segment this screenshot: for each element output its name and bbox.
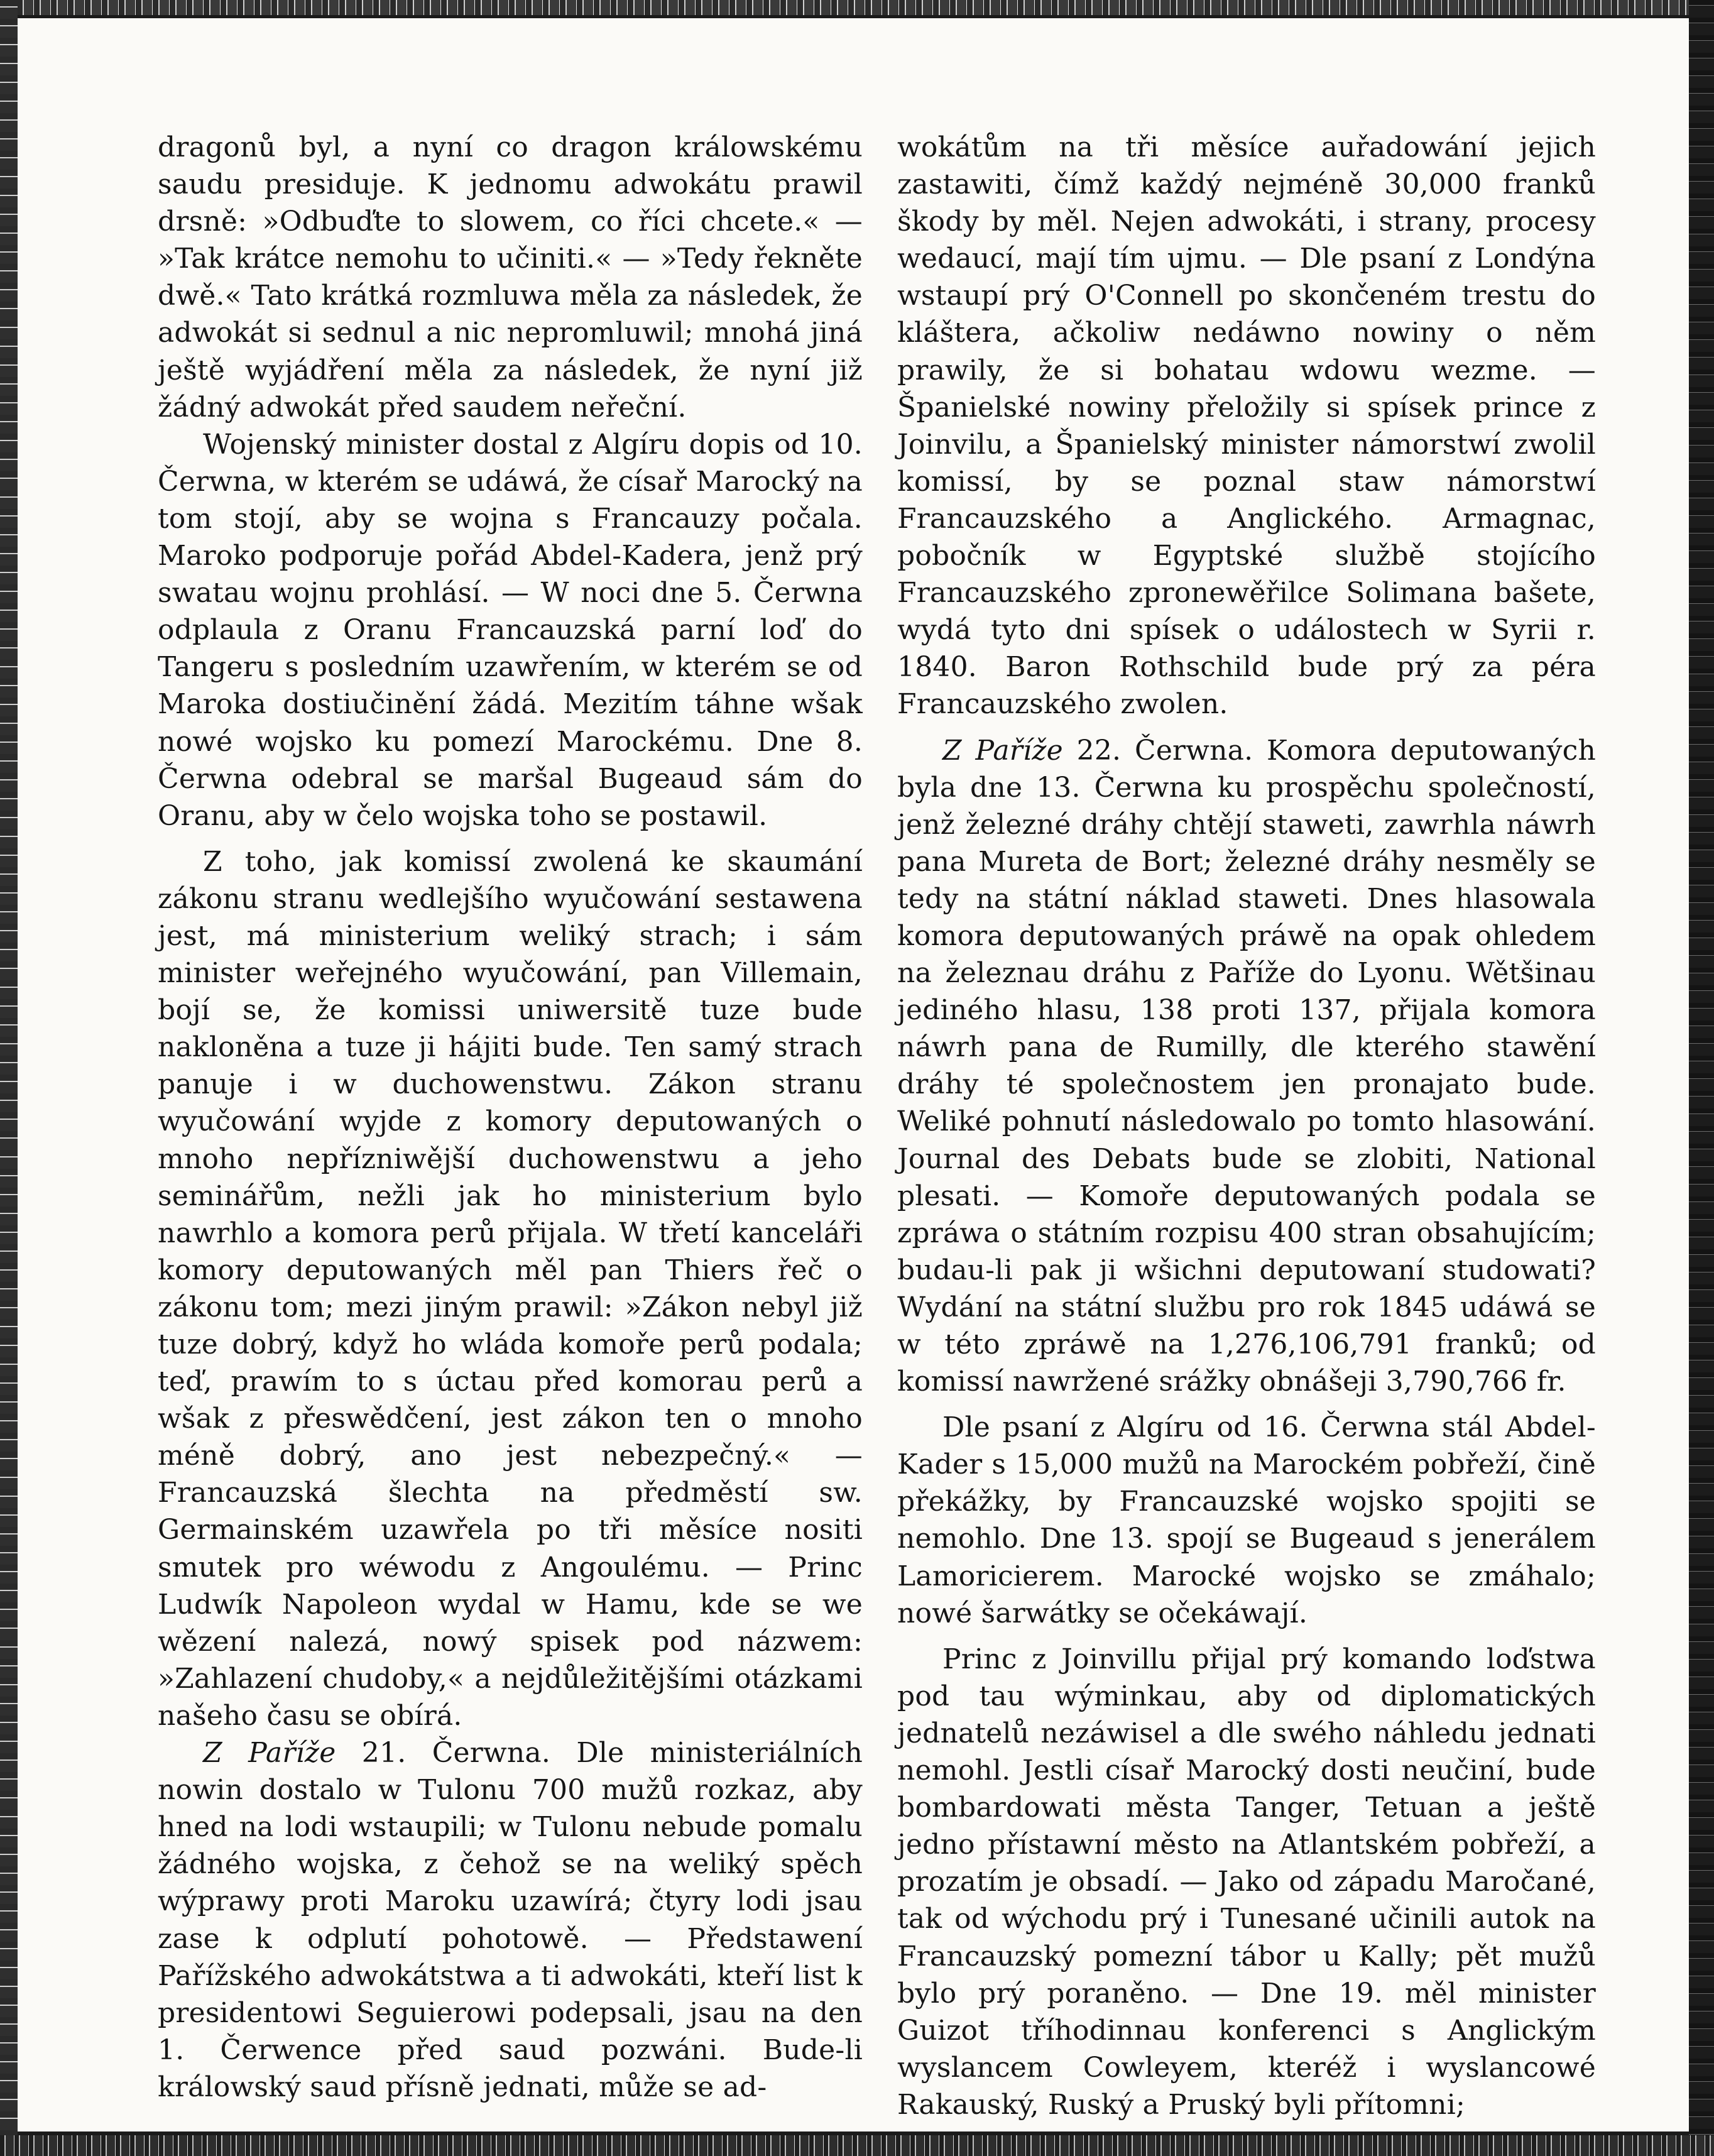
left-column — [158, 129, 863, 2106]
right-paragraph-2-text: 22. Čerwna. Komora deputowaných byla dne 13. Čerwna ku prospěchu společností, jenž železné dráhy chtějí staweti, zawrhla náwrh pana Mureta de Bort; železné dráhy nesměly se tedy na státní náklad staweti. Dnes hlasowala komora deputowaných práwě na opak ohledem na železnau dráhu z Paříže do Lyonu. Wětšinau jediného hlasu, 138 proti 137, přijala komora náwrh pana de Rumilly, dle kterého stawění dráhy té společnostem jen pronajato bude. Weliké pohnutí následowalo po tomto hlasowání. Journal des Debats bude se zlobiti, National plesati. — Komoře deputowaných podala se zpráwa o státním rozpisu 400 stran obsahujícím; budau-li pak ji wšichni deputowaní studowati? Wydání na státní službu pro rok 1845 udáwá se w této zpráwě na 1,276,106,791 franků; od komissí nawržené srážky obnášeji 3,790,766 fr. — [897, 734, 1596, 1398]
right-paragraph-3: Dle psaní z Algíru od 16. Čerwna stál Abdel-Kader s 15,000 mužů na Marockém pobřeží, čině překážky, by Francauzské wojsko spojiti se nemohlo. Dne 13. spojí se Bugeaud s jenerálem Lamoricierem. Marocké wojsko se zmáhalo; nowé šarwátky se očekáwají. — [897, 1411, 1596, 1629]
scan-border-left — [0, 0, 18, 2156]
dateline-place: Z Paříže — [203, 1737, 336, 1770]
scan-border-bottom — [0, 2135, 1714, 2156]
right-paragraph-1: wokátům na tři měsíce auřadowání jejich zastawiti, čímž každý nejméně 30,000 franků škody by měl. Nejen adwokáti, i strany, procesy wedaucí, mají tím ujmu. — Dle psaní z Londýna wstaupí prý O'Connell po skončeném trestu do kláštera, ačkoliw nedáwno nowiny o něm prawily, že si bohatau wdowu wezme. — Španielské nowiny přeložily si spísek prince z Joinvilu, a Španielský minister námorstwí zwolil komissí, by se poznal staw námorstwí Francauzského a Anglického. Armagnac, pobočník w Egyptské službě stojícího Francauzského zpronewěřilce Solimana bašete, wydá tyto dni spísek o událostech w Syrii r. 1840. Baron Rothschild bude prý za péra Francauzského zwolen. — [897, 131, 1596, 721]
page-edge-top — [18, 15, 1689, 18]
left-paragraph-4-text: 21. Čerwna. Dle ministeriálních nowin dostalo w Tulonu 700 mužů rozkaz, aby hned na lodi wstaupili; w Tulonu nebude pomalu žádného wojska, z čehož se na weliký spěch wýprawy proti Maroku uzawírá; čtyry lodi jsau zase k odplutí pohotowě. — Předstawení Pařížského adwokátstwa a ti adwokáti, kteří list k presidentowi Seguierowi podepsali, jsau na den 1. Čerwence před saud pozwáni. Bude-li králowský saud přísně jednati, může se ad- — [158, 1737, 863, 2103]
page-edge-bottom — [18, 2131, 1689, 2135]
left-paragraph-3: Z toho, jak komissí zwolená ke skaumání zákonu stranu wedlejšího wyučowání sestawena jest, má ministerium weliký strach; i sám minister weřejného wyučowání, pan Villemain, bojí se, že komissi uniwersitě tuze bude nakloněna a tuze ji hájiti bude. Ten samý strach panuje i w duchowenstwu. Zákon stranu wyučowání wyjde z komory deputowaných o mnoho nepřízniwější duchowenstwu a jeho seminářům, nežli jak ho ministerium bylo nawrhlo a komora perů přijala. W třetí kanceláři komory deputowaných měl pan Thiers řeč o zákonu tom; mezi jiným prawil: »Zákon nebyl již tuze dobrý, když ho wláda komoře perů podala; teď, prawím to s úctau před komorau perů a wšak z přeswědčení, jest zákon ten o mnoho méně dobrý, ano jest nebezpečný.« — Francauzská šlechta na předměstí sw. Germainském uzawřela po tři měsíce nositi smutek pro wéwodu z Angoulému. — Princ Ludwík Napoleon wydal w Hamu, kde se we wězení nalezá, nowý spisek pod názwem: »Zahlazení chudoby,« a nejdůležitějšími otázkami našeho času se obírá. — [158, 845, 863, 1732]
right-paragraph-4: Princ z Joinvillu přijal prý komando loďstwa pod tau wýminkau, aby od diplomatických jednatelů nezáwisel a dle swého náhledu jednati nemohl. Jestli císař Marocký dosti neučiní, bude bombardowati města Tanger, Tetuan a ještě jedno přístawní město na Atlantském pobřeží, a prozatím je obsadí. — Jako od západu Maročané, tak od wýchodu prý i Tunesané učinili autok na Francauzský pomezní tábor u Kally; pět mužů bylo prý poraněno. — Dne 19. měl minister Guizot tříhodinnau konferenci s Anglickým wyslancem Cowleyem, kteréž i wyslancowé Rakauský, Ruský a Pruský byli přítomni; — [897, 1643, 1596, 2121]
left-paragraph-4 — [158, 1734, 863, 2106]
scan-border-right — [1689, 0, 1714, 2156]
left-paragraph-2: Wojenský minister dostal z Algíru dopis od 10. Čerwna, w kterém se udáwá, že císař Marocký na tom stojí, aby se wojna s Francauzy počala. Maroko podporuje pořád Abdel-Kadera, jenž prý swatau wojnu prohlásí. — W noci dne 5. Čerwna odplaula z Oranu Francauzská parní loď do Tangeru s posledním uzawřením, w kterém se od Maroka dostiučinění žádá. Mezitím táhne wšak nowé wojsko ku pomezí Marockému. Dne 8. Čerwna odebral se maršal Bugeaud sám do Oranu, aby w čelo wojska toho se postawil. — [158, 428, 863, 832]
left-paragraph-1: dragonů byl, a nyní co dragon králowskému saudu presiduje. K jednomu adwokátu prawil drsně: »Odbuďte to slowem, co říci chcete.« — »Tak krátce nemohu to učiniti.« — »Tedy řekněte dwě.« Tato krátká rozmluwa měla za následek, že adwokát si sednul a nic nepromluwil; mnohá jiná ještě wyjádření měla za následek, že nyní již žádný adwokát před saudem neřeční. — [158, 131, 863, 424]
dateline-place: Z Paříže — [942, 734, 1063, 767]
right-column — [897, 129, 1596, 2123]
scan-border-top — [0, 0, 1714, 15]
right-paragraph-2 — [897, 732, 1596, 1401]
